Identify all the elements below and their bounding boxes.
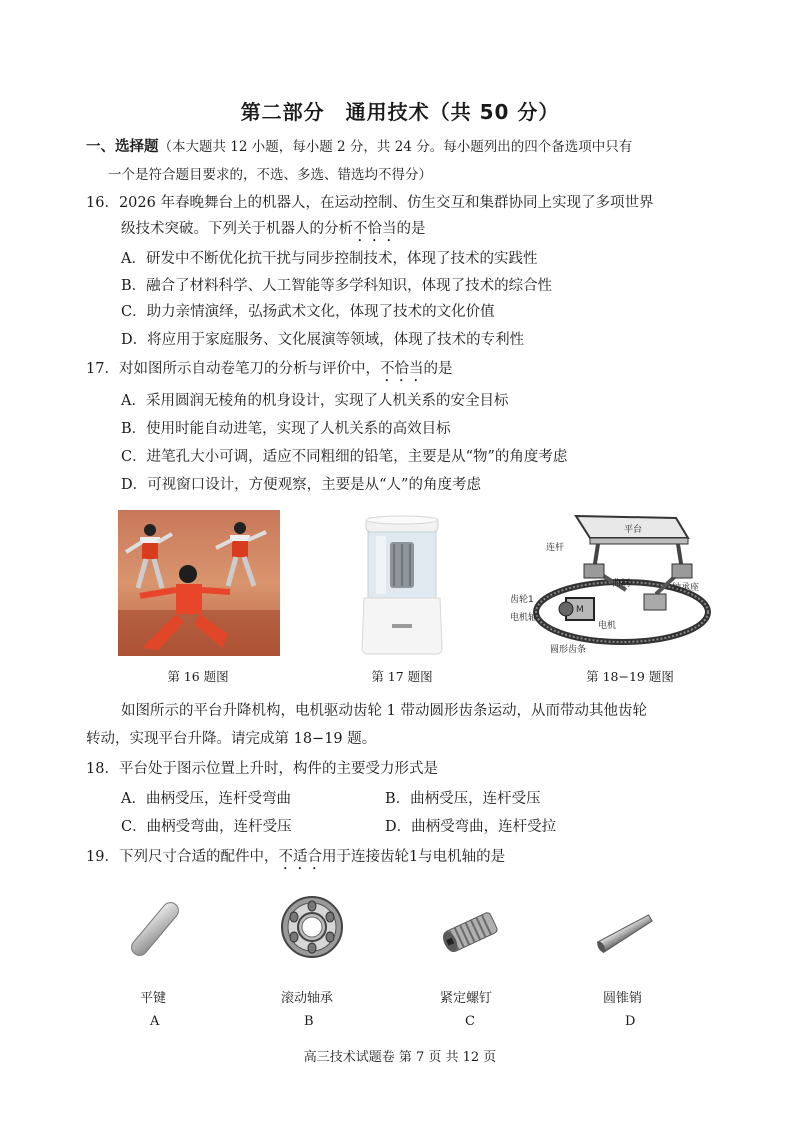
fig17-pencil-sharpener [342,512,462,658]
q16-option-b: B．融合了材料科学、人工智能等多学科知识，体现了技术的综合性 [121,278,553,294]
q19-number: 19． [86,849,119,865]
part-d-name: 圆锥销 [603,991,643,1006]
q17-option-b: B．使用时能自动进笔，实现了人机关系的高效目标 [121,421,451,437]
fig17-caption: 第 17 题图 [371,669,433,684]
fig18-19-caption: 第 18−19 题图 [586,669,674,684]
mech-label-motor: 电机 [598,621,617,631]
part-c-letter: C [465,1014,475,1029]
q17-stem-post: 的是 [423,361,453,377]
q16-option-c: C．助力亲情演绎，弘扬武术文化，体现了技术的文化价值 [121,304,495,320]
q19-text-post: 用于连接齿轮1与电机轴的是 [321,849,506,865]
section-instructions-line2: 一个是符合题目要求的，不选、多选、错选均不得分） [108,167,432,183]
part-c-name: 紧定螺钉 [440,991,493,1006]
page-title: 第二部分 通用技术（共 50 分） [240,100,560,124]
page-footer: 高三技术试题卷 第 7 页 共 12 页 [303,1050,497,1065]
q17-option-c: C．进笔孔大小可调，适应不同粗细的铅笔，主要是从“物”的角度考虑 [121,449,568,465]
q17-option-a: A．采用圆润无棱角的机身设计，实现了人机关系的安全目标 [121,393,509,409]
q16-stem-post: 的是 [396,221,426,237]
section-instructions-text: （本大题共 12 小题，每小题 2 分，共 24 分。每小题列出的四个备选项中只有 [158,139,633,155]
q19-text-emphasis: 不适合 [278,849,322,865]
q18-option-b: B．曲柄受压，连杆受压 [385,791,541,807]
q16-number: 16． [86,195,119,211]
fig18-19-lifting-mechanism [506,508,712,658]
part-d-taper-pin-image [594,905,656,959]
part-a-flat-key-image [120,895,190,963]
part-b-letter: B [304,1014,314,1029]
q16-stem-emphasis: 不恰当 [353,221,397,237]
mech-label-motor-shaft: 电机轴 [510,613,538,623]
fig16-caption: 第 16 题图 [167,669,229,684]
mech-label-gear1: 齿轮1 [510,595,534,605]
q17-stem-pre: 对如图所示自动卷笔刀的分析与评价中， [118,361,380,377]
intro1819-line2: 转动，实现平台升降。请完成第 18−19 题。 [86,731,377,747]
q16-option-a: A．研发中不断优化抗干扰与同步控制技术，体现了技术的实践性 [121,251,538,267]
q17-number: 17． [86,361,119,377]
mech-label-m: M [576,605,584,615]
q18-text: 平台处于图示位置上升时，构件的主要受力形式是 [118,761,438,777]
part-a-letter: A [150,1014,160,1029]
intro1819-line1: 如图所示的平台升降机构，电机驱动齿轮 1 带动圆形齿条运动，从而带动其他齿轮 [121,703,647,719]
q16-stem-pre: 级技术突破。下列关于机器人的分析 [121,221,353,237]
q17-stem-emphasis: 不恰当 [379,361,424,377]
part-b-rolling-bearing-image [278,893,346,961]
mech-label-ring-rack: 圆形齿条 [550,645,587,655]
fig16-robot-photo [118,510,280,656]
q18-stem [86,759,438,779]
q18-number: 18． [86,761,119,777]
mech-label-bearing-seat: 轴承座 [672,583,700,593]
q18-option-a: A．曲柄受压，连杆受弯曲 [121,791,291,807]
section-instructions-line1 [86,137,632,157]
q19-stem [86,847,505,873]
mech-label-crank: 曲柄 [612,579,631,589]
part-c-set-screw-image [436,903,506,961]
q18-option-c: C．曲柄受弯曲，连杆受压 [121,819,292,835]
part-d-letter: D [625,1014,636,1029]
q16-line2 [121,219,426,245]
q18-option-d: D．曲柄受弯曲，连杆受拉 [385,819,557,835]
part-b-name: 滚动轴承 [281,991,334,1006]
q16-stem-line1: 2026 年春晚舞台上的机器人，在运动控制、仿生交互和集群协同上实现了多项世界 [118,195,654,211]
part-a-name: 平键 [140,991,167,1006]
mech-label-link: 连杆 [546,543,565,553]
q16-line1 [86,193,653,213]
q16-option-d: D．将应用于家庭服务、文化展演等领域，体现了技术的专利性 [121,332,525,348]
section-heading: 一、选择题 [86,139,159,155]
mech-label-platform: 平台 [624,525,643,535]
q19-text-pre: 下列尺寸合适的配件中， [118,849,279,865]
q17-option-d: D．可视窗口设计，方便观察，主要是从“人”的角度考虑 [121,477,481,493]
q17-line1 [86,359,452,385]
